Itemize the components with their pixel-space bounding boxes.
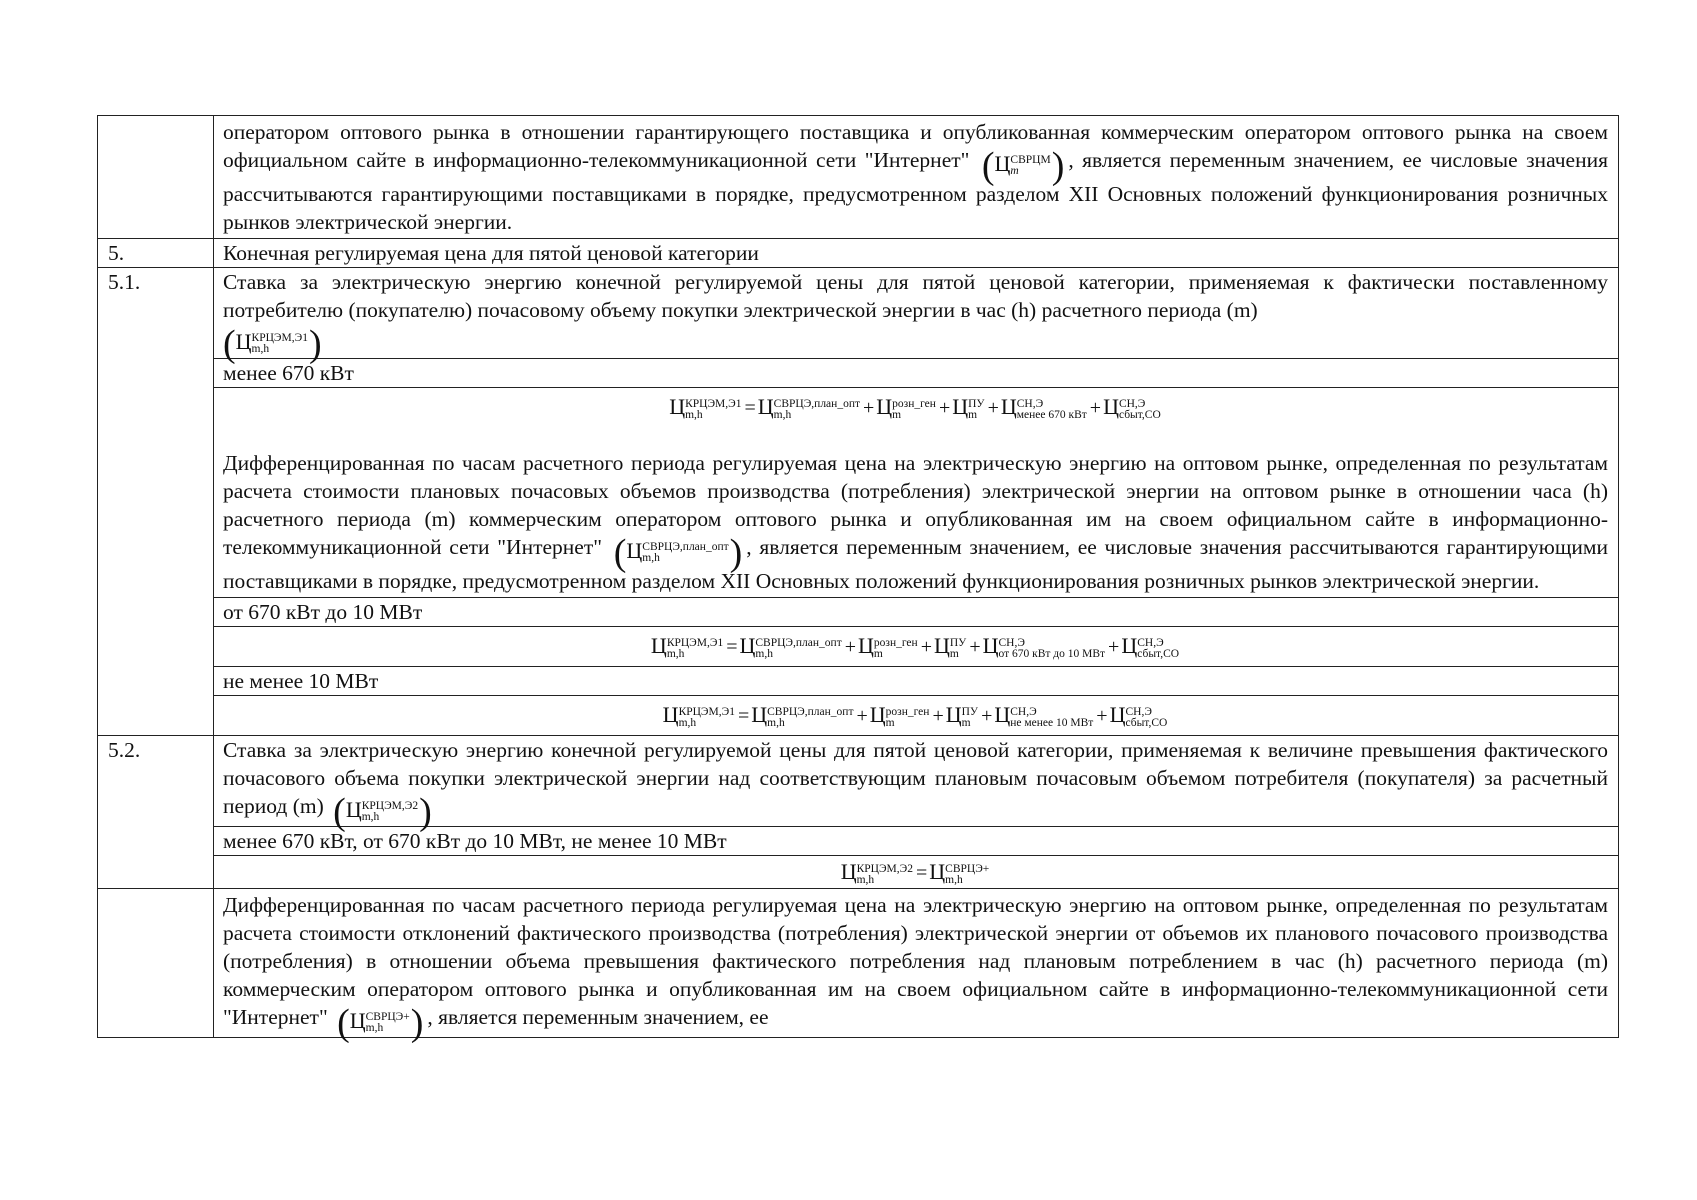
explanation-text: Дифференцированная по часам расчетного периода регулируемая цена на электрическую энергию на оптовом рынке, определенная по результатам расчета стоимости отклонений фактического производства (потребления) электрической энергии от объемов их планового почасового производства (потребления) в отношении объема превышения фактического потребления над плановым потреблением в час (h) расчетного периода (m) коммерческим оператором оптового рынка и опубликованная им на своем официальном сайте в информационно-телекоммуникационной сети "Интернет" (Ц СВРЦЭ+ m,h ) , является переменным значением, ее bbox=[214, 889, 1619, 1038]
text: оператором оптового рынка в отношении гарантирующего поставщика и опубликованная коммерческим оператором оптового рынка на своем официальном сайте в информационно-телекоммуникационной сети "Интернет" bbox=[223, 120, 1608, 172]
table-row bbox=[98, 889, 1619, 1038]
table-row bbox=[98, 856, 1619, 889]
row-number-empty bbox=[98, 889, 214, 1038]
table-row bbox=[98, 388, 1619, 598]
row-number: 5. bbox=[98, 239, 214, 268]
range-label: не менее 10 МВт bbox=[214, 667, 1619, 696]
explanation-text: Дифференцированная по часам расчетного периода регулируемая цена на электрическую энергию на оптовом рынке, определенная по результатам расчета стоимости плановых почасовых объемов производства (потребления) электрической энергии на оптовом рынке в отношении часа (h) расчетного периода (m) коммерческим оператором оптового рынка и опубликованная им на своем официальном сайте в информационно-телекоммуникационной сети "Интернет" (Ц СВРЦЭ,план_опт m,h ) , является переменным значением, ее числовые значения рассчитываются гарантирующими поставщиками в порядке, предусмотренном разделом XII Основных положений функционирования розничных рынков электрической энергии. bbox=[223, 451, 1608, 594]
section-title: Конечная регулируемая цена для пятой ценовой категории bbox=[214, 239, 1619, 268]
table-row bbox=[98, 627, 1619, 667]
row-number: 5.1. bbox=[98, 268, 214, 736]
item-text: Ставка за электрическую энергию конечной регулируемой цены для пятой ценовой категории, применяемая к величине превышения фактического почасового объема покупки электрической энергии над соответствующим плановым почасовым объемом потребителя (покупателя) за расчетный период (m) (Ц КРЦЭМ,Э2 m,h ) bbox=[214, 736, 1619, 827]
formula-cell bbox=[214, 696, 1619, 736]
row-number: 5.2. bbox=[98, 736, 214, 889]
table-row bbox=[98, 239, 1619, 268]
symbol: (Ц КРЦЭМ,Э2 m,h ) bbox=[333, 791, 432, 834]
symbol: (Ц КРЦЭМ,Э1 m,h ) bbox=[223, 323, 322, 366]
row-number-empty bbox=[98, 116, 214, 239]
formula-cell bbox=[214, 856, 1619, 889]
table-row bbox=[98, 598, 1619, 627]
table-row bbox=[98, 667, 1619, 696]
table-row bbox=[98, 359, 1619, 388]
formula-4: Ц КРЦЭМ,Э2 m,h =Ц СВРЦЭ+ m,h bbox=[840, 859, 990, 886]
table-row bbox=[98, 696, 1619, 736]
formula-1: Ц КРЦЭМ,Э1 m,h =Ц СВРЦЭ,план_опт m,h +Ц розн_ген m +Ц ПУ m +Ц СН,Э менее 670 кВт +Ц СН,Э сбыт,СО bbox=[669, 394, 1161, 421]
range-label: менее 670 кВт bbox=[214, 359, 1619, 388]
symbol: (Ц СВРЦЭ+ m,h ) bbox=[337, 1002, 424, 1045]
formula-cell bbox=[214, 627, 1619, 667]
range-label: от 670 кВт до 10 МВт bbox=[214, 598, 1619, 627]
formula-3: Ц КРЦЭМ,Э1 m,h =Ц СВРЦЭ,план_опт m,h +Ц розн_ген m +Ц ПУ m +Ц СН,Э не менее 10 МВт +Ц СН,Э сбыт,СО bbox=[662, 702, 1168, 729]
table-row bbox=[98, 736, 1619, 827]
range-label: менее 670 кВт, от 670 кВт до 10 МВт, не менее 10 МВт bbox=[214, 827, 1619, 856]
text: , является переменным значением, ее числовые значения рассчитываются гарантирующими поставщиками в порядке, предусмотренном разделом XII Основных положений функционирования розничных рынков электрической энергии. bbox=[223, 148, 1609, 235]
symbol: (Ц СВРЦЭ,план_опт m,h ) bbox=[613, 532, 743, 575]
formula-cell bbox=[214, 388, 1619, 598]
tariff-table bbox=[97, 115, 1619, 1045]
table-row bbox=[98, 116, 1619, 239]
table-row bbox=[98, 827, 1619, 856]
symbol: (Ц СВРЦМ m ) bbox=[981, 145, 1065, 188]
continuation-text bbox=[214, 116, 1619, 239]
table-row bbox=[98, 268, 1619, 359]
item-text: Ставка за электрическую энергию конечной регулируемой цены для пятой ценовой категории, применяемая к фактически поставленному потребителю (покупателю) почасовому объему покупки электрической энергии в час (h) расчетного периода (m) (Ц КРЦЭМ,Э1 m,h ) bbox=[214, 268, 1619, 359]
formula-2: Ц КРЦЭМ,Э1 m,h =Ц СВРЦЭ,план_опт m,h +Ц розн_ген m +Ц ПУ m +Ц СН,Э от 670 кВт до 10 МВт +Ц СН,Э сбыт,СО bbox=[650, 633, 1180, 660]
